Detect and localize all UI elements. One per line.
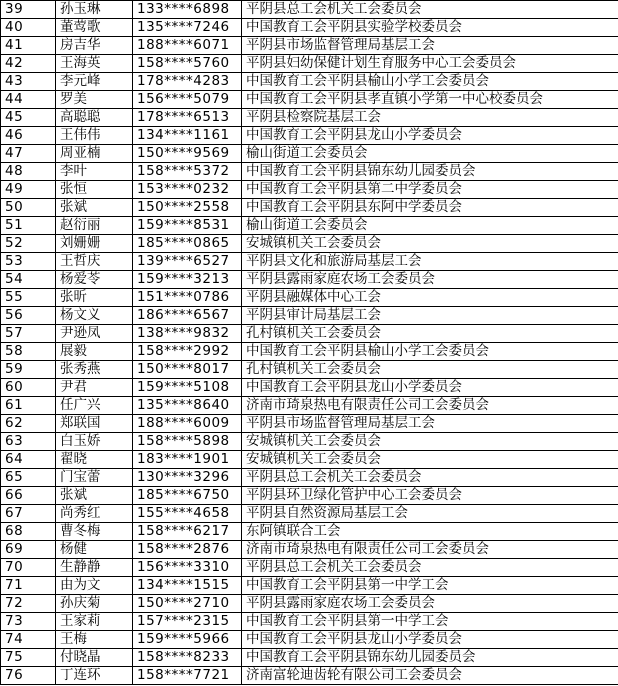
phone-number-cell: 158****8233: [133, 649, 242, 667]
row-number-cell: 58: [1, 343, 56, 361]
union-organization-cell: 中国教育工会平阴县榆山小学工会委员会: [242, 73, 618, 91]
row-number-cell: 56: [1, 307, 56, 325]
row-number-cell: 74: [1, 631, 56, 649]
table-row: [1, 325, 618, 343]
table-row: [1, 163, 618, 181]
member-name-cell: 展毅: [56, 343, 133, 361]
union-organization-cell: 安城镇机关工会委员会: [242, 433, 618, 451]
phone-number-cell: 188****6071: [133, 37, 242, 55]
table-row: [1, 127, 618, 145]
phone-number-cell: 150****9569: [133, 145, 242, 163]
row-number-cell: 67: [1, 505, 56, 523]
union-organization-cell: 平阴县审计局基层工会: [242, 307, 618, 325]
table-row: [1, 397, 618, 415]
phone-number-cell: 186****6567: [133, 307, 242, 325]
phone-number-cell: 150****2558: [133, 199, 242, 217]
member-name-cell: 杨爱苓: [56, 271, 133, 289]
table-row: [1, 469, 618, 487]
union-organization-cell: 平阴县检察院基层工会: [242, 109, 618, 127]
row-number-cell: 73: [1, 613, 56, 631]
table-row: [1, 91, 618, 109]
member-name-cell: 刘姗姗: [56, 235, 133, 253]
union-organization-cell: 中国教育工会平阴县第一中学工会: [242, 613, 618, 631]
phone-number-cell: 135****7246: [133, 19, 242, 37]
union-organization-cell: 平阴县总工会机关工会委员会: [242, 1, 618, 19]
member-name-cell: 董莺歌: [56, 19, 133, 37]
member-name-cell: 赵衍丽: [56, 217, 133, 235]
union-organization-cell: 中国教育工会平阴县龙山小学委员会: [242, 631, 618, 649]
table-row: [1, 415, 618, 433]
phone-number-cell: 159****5966: [133, 631, 242, 649]
table-row: [1, 487, 618, 505]
union-organization-cell: 榆山街道工会委员会: [242, 217, 618, 235]
member-name-cell: 王家莉: [56, 613, 133, 631]
table-row: [1, 667, 618, 685]
phone-number-cell: 185****6750: [133, 487, 242, 505]
row-number-cell: 50: [1, 199, 56, 217]
member-name-cell: 尹君: [56, 379, 133, 397]
table-row: [1, 343, 618, 361]
table-row: [1, 559, 618, 577]
member-name-cell: 门宝蕾: [56, 469, 133, 487]
member-name-cell: 张恒: [56, 181, 133, 199]
member-name-cell: 任广兴: [56, 397, 133, 415]
union-organization-cell: 平阴县文化和旅游局基层工会: [242, 253, 618, 271]
phone-number-cell: 134****1161: [133, 127, 242, 145]
table-row: [1, 199, 618, 217]
row-number-cell: 61: [1, 397, 56, 415]
phone-number-cell: 153****0232: [133, 181, 242, 199]
phone-number-cell: 156****5079: [133, 91, 242, 109]
phone-number-cell: 158****2992: [133, 343, 242, 361]
member-name-cell: 杨文义: [56, 307, 133, 325]
union-organization-cell: 东阿镇联合工会: [242, 523, 618, 541]
table-row: [1, 577, 618, 595]
row-number-cell: 48: [1, 163, 56, 181]
union-organization-cell: 济南市琦泉热电有限责任公司工会委员会: [242, 541, 618, 559]
phone-number-cell: 159****8531: [133, 217, 242, 235]
union-organization-cell: 平阴县妇幼保健计划生育服务中心工会委员会: [242, 55, 618, 73]
phone-number-cell: 155****4658: [133, 505, 242, 523]
table-row: [1, 19, 618, 37]
row-number-cell: 53: [1, 253, 56, 271]
row-number-cell: 71: [1, 577, 56, 595]
phone-number-cell: 135****8640: [133, 397, 242, 415]
member-name-cell: 张昕: [56, 289, 133, 307]
row-number-cell: 39: [1, 1, 56, 19]
phone-number-cell: 158****2876: [133, 541, 242, 559]
row-number-cell: 49: [1, 181, 56, 199]
member-name-cell: 王梅: [56, 631, 133, 649]
union-organization-cell: 平阴县露雨家庭农场工会委员会: [242, 595, 618, 613]
union-organization-cell: 孔村镇机关工会委员会: [242, 361, 618, 379]
member-name-cell: 白玉娇: [56, 433, 133, 451]
row-number-cell: 40: [1, 19, 56, 37]
row-number-cell: 76: [1, 667, 56, 685]
member-name-cell: 付晓晶: [56, 649, 133, 667]
row-number-cell: 46: [1, 127, 56, 145]
row-number-cell: 59: [1, 361, 56, 379]
phone-number-cell: 133****6898: [133, 1, 242, 19]
phone-number-cell: 150****8017: [133, 361, 242, 379]
row-number-cell: 51: [1, 217, 56, 235]
union-organization-cell: 中国教育工会平阴县孝直镇小学第一中心校委员会: [242, 91, 618, 109]
union-organization-cell: 中国教育工会平阴县锦东幼儿园委员会: [242, 649, 618, 667]
union-organization-cell: 平阴县总工会机关工会委员会: [242, 469, 618, 487]
union-organization-cell: 济南市琦泉热电有限责任公司工会委员会: [242, 397, 618, 415]
member-name-cell: 张秀燕: [56, 361, 133, 379]
row-number-cell: 57: [1, 325, 56, 343]
phone-number-cell: 151****0786: [133, 289, 242, 307]
member-name-cell: 张斌: [56, 487, 133, 505]
member-name-cell: 翟晓: [56, 451, 133, 469]
union-organization-cell: 中国教育工会平阴县锦东幼儿园委员会: [242, 163, 618, 181]
table-row: [1, 37, 618, 55]
phone-number-cell: 156****3310: [133, 559, 242, 577]
phone-number-cell: 159****5108: [133, 379, 242, 397]
row-number-cell: 43: [1, 73, 56, 91]
row-number-cell: 66: [1, 487, 56, 505]
member-name-cell: 周亚楠: [56, 145, 133, 163]
row-number-cell: 52: [1, 235, 56, 253]
table-row: [1, 55, 618, 73]
union-organization-cell: 中国教育工会平阴县第一中学工会: [242, 577, 618, 595]
phone-number-cell: 158****6217: [133, 523, 242, 541]
table-row: [1, 181, 618, 199]
member-name-cell: 房吉华: [56, 37, 133, 55]
row-number-cell: 60: [1, 379, 56, 397]
phone-number-cell: 139****6527: [133, 253, 242, 271]
row-number-cell: 63: [1, 433, 56, 451]
member-name-cell: 尚秀红: [56, 505, 133, 523]
table-row: [1, 109, 618, 127]
member-name-cell: 王海英: [56, 55, 133, 73]
table-row: [1, 217, 618, 235]
union-organization-cell: 平阴县市场监督管理局基层工会: [242, 415, 618, 433]
member-name-cell: 王伟伟: [56, 127, 133, 145]
union-organization-cell: 中国教育工会平阴县东阿中学委员会: [242, 199, 618, 217]
member-name-cell: 杨健: [56, 541, 133, 559]
phone-number-cell: 158****5898: [133, 433, 242, 451]
table-row: [1, 541, 618, 559]
union-organization-cell: 平阴县融媒体中心工会: [242, 289, 618, 307]
member-name-cell: 生静静: [56, 559, 133, 577]
union-organization-cell: 安城镇机关工会委员会: [242, 451, 618, 469]
table-row: [1, 307, 618, 325]
phone-number-cell: 158****5760: [133, 55, 242, 73]
row-number-cell: 75: [1, 649, 56, 667]
row-number-cell: 64: [1, 451, 56, 469]
table-row: [1, 289, 618, 307]
member-name-cell: 王哲庆: [56, 253, 133, 271]
row-number-cell: 47: [1, 145, 56, 163]
union-organization-cell: 平阴县总工会机关工会委员会: [242, 559, 618, 577]
member-name-cell: 孙庆菊: [56, 595, 133, 613]
table-row: [1, 523, 618, 541]
phone-number-cell: 134****1515: [133, 577, 242, 595]
row-number-cell: 70: [1, 559, 56, 577]
table-row: [1, 1, 618, 19]
phone-number-cell: 130****3296: [133, 469, 242, 487]
row-number-cell: 62: [1, 415, 56, 433]
row-number-cell: 45: [1, 109, 56, 127]
row-number-cell: 65: [1, 469, 56, 487]
union-organization-cell: 平阴县市场监督管理局基层工会: [242, 37, 618, 55]
row-number-cell: 69: [1, 541, 56, 559]
union-organization-cell: 中国教育工会平阴县龙山小学委员会: [242, 127, 618, 145]
union-organization-cell: 安城镇机关工会委员会: [242, 235, 618, 253]
row-number-cell: 54: [1, 271, 56, 289]
phone-number-cell: 183****1901: [133, 451, 242, 469]
row-number-cell: 68: [1, 523, 56, 541]
table-row: [1, 361, 618, 379]
union-organization-cell: 中国教育工会平阴县第二中学委员会: [242, 181, 618, 199]
phone-number-cell: 159****3213: [133, 271, 242, 289]
table-row: [1, 379, 618, 397]
row-number-cell: 72: [1, 595, 56, 613]
member-name-cell: 尹逊凤: [56, 325, 133, 343]
member-name-cell: 高聪聪: [56, 109, 133, 127]
union-organization-cell: 中国教育工会平阴县榆山小学工会委员会: [242, 343, 618, 361]
member-name-cell: 丁连环: [56, 667, 133, 685]
table-row: [1, 145, 618, 163]
union-organization-cell: 平阴县环卫绿化管护中心工会委员会: [242, 487, 618, 505]
table-row: [1, 73, 618, 91]
member-name-cell: 李叶: [56, 163, 133, 181]
phone-number-cell: 188****6009: [133, 415, 242, 433]
row-number-cell: 44: [1, 91, 56, 109]
union-organization-cell: 榆山街道工会委员会: [242, 145, 618, 163]
phone-number-cell: 185****0865: [133, 235, 242, 253]
member-name-cell: 李元峰: [56, 73, 133, 91]
member-name-cell: 孙玉琳: [56, 1, 133, 19]
phone-number-cell: 158****7721: [133, 667, 242, 685]
phone-number-cell: 138****9832: [133, 325, 242, 343]
member-name-cell: 由为文: [56, 577, 133, 595]
row-number-cell: 42: [1, 55, 56, 73]
member-name-cell: 张斌: [56, 199, 133, 217]
roster-table-body: [1, 1, 618, 685]
union-organization-cell: 孔村镇机关工会委员会: [242, 325, 618, 343]
phone-number-cell: 178****4283: [133, 73, 242, 91]
phone-number-cell: 157****2315: [133, 613, 242, 631]
table-row: [1, 271, 618, 289]
member-name-cell: 郑联国: [56, 415, 133, 433]
table-row: [1, 505, 618, 523]
table-row: [1, 253, 618, 271]
member-name-cell: 曹冬梅: [56, 523, 133, 541]
table-row: [1, 235, 618, 253]
union-organization-cell: 平阴县自然资源局基层工会: [242, 505, 618, 523]
table-row: [1, 631, 618, 649]
row-number-cell: 55: [1, 289, 56, 307]
table-row: [1, 595, 618, 613]
row-number-cell: 41: [1, 37, 56, 55]
table-row: [1, 451, 618, 469]
member-name-cell: 罗美: [56, 91, 133, 109]
union-organization-cell: 济南富轮迪齿轮有限公司工会委员会: [242, 667, 618, 685]
union-organization-cell: 平阴县露雨家庭农场工会委员会: [242, 271, 618, 289]
phone-number-cell: 178****6513: [133, 109, 242, 127]
union-organization-cell: 中国教育工会平阴县实验学校委员会: [242, 19, 618, 37]
table-row: [1, 433, 618, 451]
phone-number-cell: 158****5372: [133, 163, 242, 181]
union-organization-cell: 中国教育工会平阴县龙山小学委员会: [242, 379, 618, 397]
table-row: [1, 649, 618, 667]
phone-number-cell: 150****2710: [133, 595, 242, 613]
table-row: [1, 613, 618, 631]
